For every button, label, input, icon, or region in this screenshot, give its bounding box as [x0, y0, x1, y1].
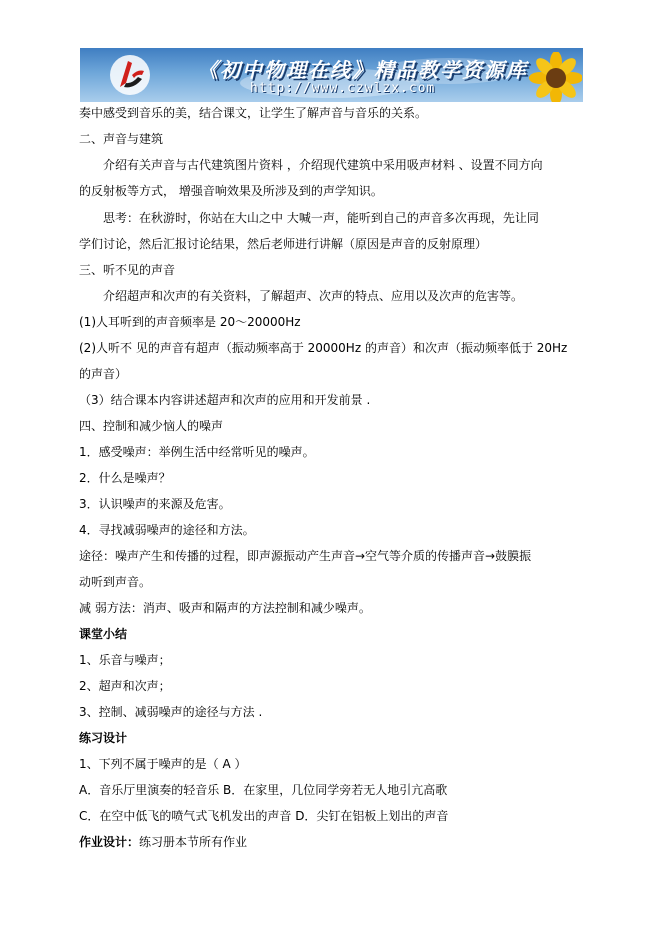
- list-item: 4．寻找减弱噪声的途径和方法。: [79, 523, 255, 537]
- paragraph-line: 思考：在秋游时，你站在大山之中 大喊一声，能听到自己的声音多次再现，先让同: [103, 211, 539, 225]
- list-item: 1．感受噪声：举例生活中经常听见的噪声。: [79, 445, 315, 459]
- section-heading-summary: 课堂小结: [79, 627, 128, 641]
- paragraph-line: 的声音）: [79, 367, 128, 381]
- section-heading: 二、声音与建筑: [79, 132, 164, 146]
- sunflower-icon: [526, 52, 582, 102]
- paragraph-line: 的反射板等方式， 增强音响效果及所涉及到的声学知识。: [79, 184, 383, 198]
- banner-url[interactable]: http://www.czwlzx.com: [250, 81, 436, 96]
- list-item: 1、乐音与噪声；: [79, 653, 171, 667]
- section-heading: 四、控制和减少恼人的噪声: [79, 419, 224, 433]
- site-logo-icon: [108, 53, 152, 97]
- answer-options: A．音乐厅里演奏的轻音乐 B．在家里，几位同学旁若无人地引亢高歌: [79, 783, 448, 797]
- list-item: （3）结合课本内容讲述超声和次声的应用和开发前景 .: [79, 393, 371, 407]
- paragraph-line: 奏中感受到音乐的美，结合课文，让学生了解声音与音乐的关系。: [79, 106, 428, 120]
- list-item: (2)人听不 见的声音有超声（振动频率高于 20000Hz 的声音）和次声（振动频率低于 20Hz: [79, 341, 568, 355]
- paragraph-line: 介绍有关声音与古代建筑图片资料 ，介绍现代建筑中采用吸声材料 、设置不同方向: [103, 158, 543, 172]
- paragraph-line: 动听到声音。: [79, 575, 152, 589]
- paragraph-line: 学们讨论，然后汇报讨论结果，然后老师进行讲解（原因是声音的反射原理）: [79, 237, 488, 251]
- header-banner: [80, 48, 583, 102]
- section-heading-exercise: 练习设计: [79, 731, 128, 745]
- paragraph-line: 减 弱方法：消声、吸声和隔声的方法控制和减少噪声。: [79, 601, 371, 615]
- question-line: 1、下列不属于噪声的是（ A ）: [79, 757, 247, 771]
- homework-label: 作业设计：: [79, 835, 140, 849]
- homework-text: 练习册本节所有作业: [139, 835, 248, 849]
- section-heading: 三、听不见的声音: [79, 263, 176, 277]
- list-item: 2．什么是噪声？: [79, 471, 171, 485]
- paragraph-line: 介绍超声和次声的有关资料，了解超声、次声的特点、应用以及次声的危害等。: [103, 289, 524, 303]
- answer-options: C．在空中低飞的喷气式飞机发出的声音 D．尖钉在铝板上划出的声音: [79, 809, 449, 823]
- list-item: 2、超声和次声；: [79, 679, 171, 693]
- homework-line: [79, 834, 247, 850]
- list-item: 3、控制、减弱噪声的途径与方法 .: [79, 705, 263, 719]
- banner-title: 《初中物理在线》精品教学资源库: [198, 58, 528, 82]
- list-item: (1)人耳听到的声音频率是 20～20000Hz: [79, 315, 301, 329]
- list-item: 3．认识噪声的来源及危害。: [79, 497, 231, 511]
- paragraph-line: 途径：噪声产生和传播的过程，即声源振动产生声音→空气等介质的传播声音→鼓膜振: [79, 549, 532, 563]
